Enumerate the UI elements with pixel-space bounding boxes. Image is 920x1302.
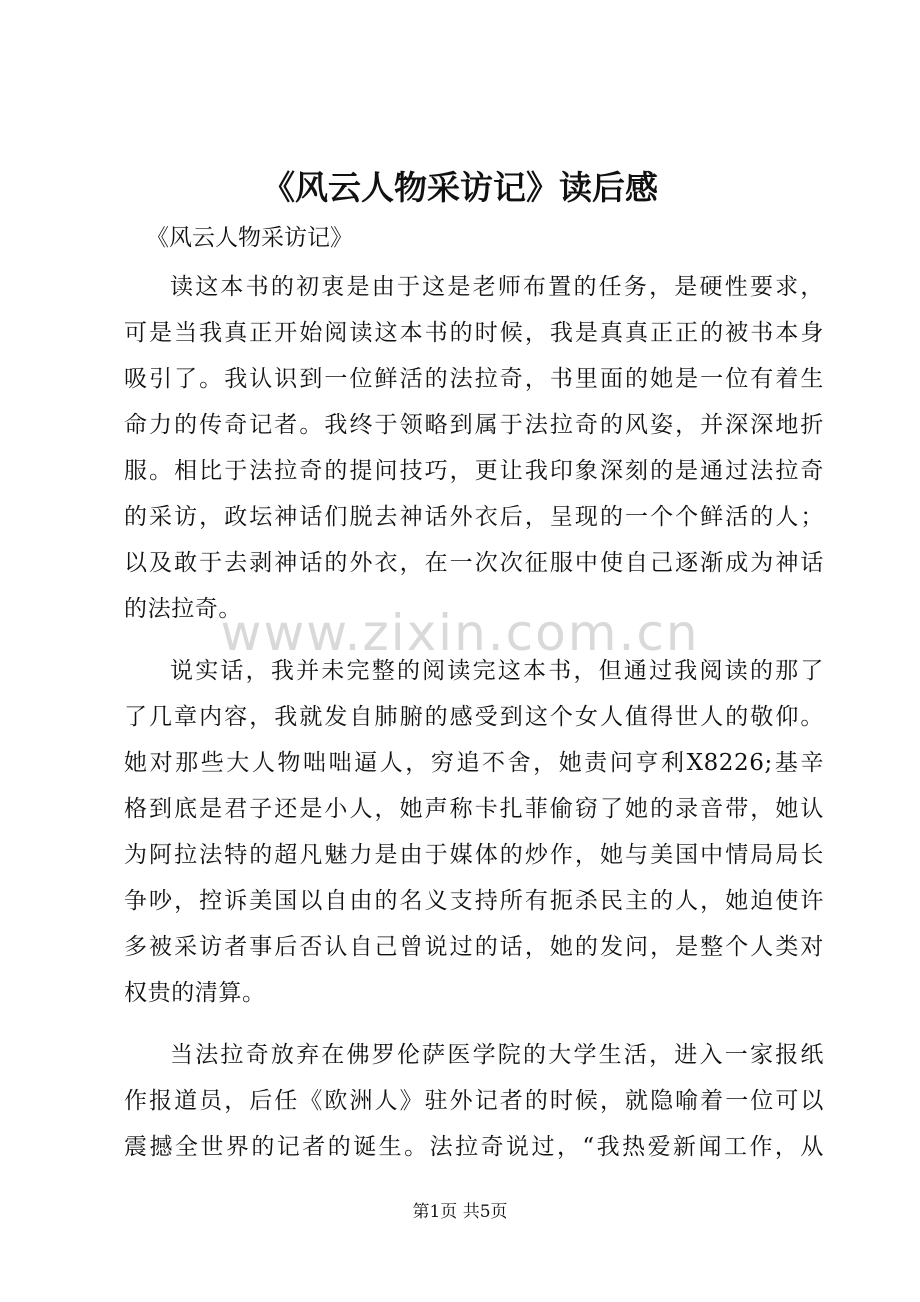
paragraph-line: 的采访，政坛神话们脱去神话外衣后，呈现的一个个鲜活的人； [124,504,824,530]
paragraph-line: 作报道员，后任《欧洲人》驻外记者的时候，就隐喻着一位可以 [124,1088,824,1114]
paragraph-line: 可是当我真正开始阅读这本书的时候，我是真真正正的被书本身 [124,320,824,346]
paragraph-line: 争吵，控诉美国以自由的名义支持所有扼杀民主的人，她迫使许 [124,888,824,914]
paragraph-line: 读这本书的初衷是由于这是老师布置的任务，是硬性要求， [170,274,824,300]
paragraph-line: 说实话，我并未完整的阅读完这本书，但通过我阅读的那了 [170,658,824,684]
paragraph-line: 权贵的清算。 [124,980,266,1006]
paragraph-line: 格到底是君子还是小人，她声称卡扎菲偷窃了她的录音带，她认 [124,796,824,822]
paragraph-line: 以及敢于去剥神话的外衣，在一次次征服中使自己逐渐成为神话 [124,550,824,576]
paragraph-3 [124,1032,824,1170]
paragraph-line: 了几章内容，我就发自肺腑的感受到这个女人值得世人的敬仰。 [124,704,824,730]
watermark: www.zixin.com.cn [220,604,700,662]
document-title: 《风云人物采访记》读后感 [262,168,658,207]
paragraph-line: 为阿拉法特的超凡魅力是由于媒体的炒作，她与美国中情局局长 [124,842,824,868]
paragraph-line: 震撼全世界的记者的诞生。法拉奇说过，“我热爱新闻工作，从 [124,1134,824,1160]
paragraph-line: 命力的传奇记者。我终于领略到属于法拉奇的风姿，并深深地折 [124,412,824,438]
page-footer: 第1页 共5页 [412,1202,508,1222]
paragraph-line: 多被采访者事后否认自己曾说过的话，她的发问，是整个人类对 [124,934,824,960]
paragraph-2 [124,648,824,1016]
paragraph-1 [124,264,824,632]
document-subtitle: 《风云人物采访记》 [146,225,353,251]
document-body [124,264,824,1186]
paragraph-line: 吸引了。我认识到一位鲜活的法拉奇，书里面的她是一位有着生 [124,366,824,392]
paragraph-line: 的法拉奇。 [124,596,242,622]
paragraph-line: 她对那些大人物咄咄逼人，穷追不舍，她责问亨利X8226;基辛 [124,750,824,776]
paragraph-line: 当法拉奇放弃在佛罗伦萨医学院的大学生活，进入一家报纸 [170,1042,824,1068]
paragraph-line: 服。相比于法拉奇的提问技巧，更让我印象深刻的是通过法拉奇 [124,458,824,484]
